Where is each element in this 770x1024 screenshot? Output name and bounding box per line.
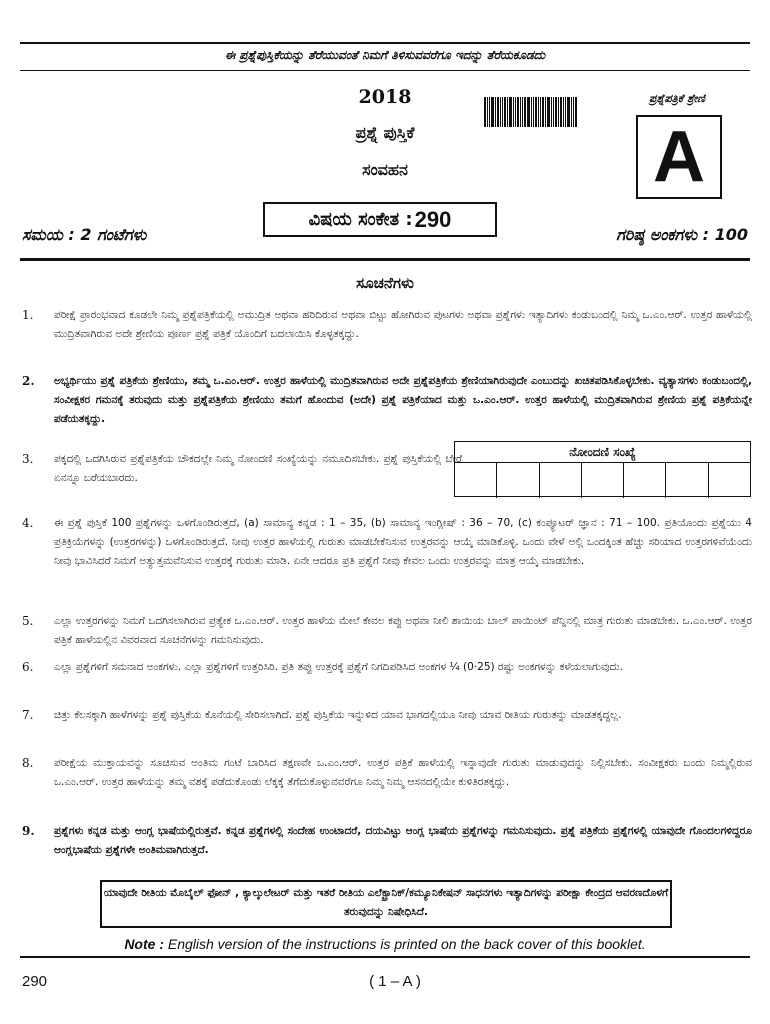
instruction-item [22,372,752,429]
instruction-text: ಚಿತ್ತು ಕೆಲಸಕ್ಕಾಗಿ ಹಾಳೆಗಳನ್ನು ಪ್ರಶ್ನೆ ಪುಸ್ತಿಕೆಯ ಕೊನೆಯಲ್ಲಿ ಸೇರಿಸಲಾಗಿದೆ. ಪ್ರಶ್ನೆ ಪುಸ್ತಿಕೆಯ ಇನ್ನುಳಿದ ಯಾವ ಭಾಗದಲ್ಲಿಯೂ ನೀವು ಯಾವ ರೀತಿಯ ಗುರುತನ್ನು ಮಾಡತಕ್ಕದ್ದಲ್ಲ. [54,709,622,721]
subject-name: ಸಂವಹನ [362,160,408,179]
instruction-number: 4. [22,516,34,530]
instruction-number: 1. [22,308,34,322]
registration-number-label: ನೋಂದಣಿ ಸಂಖ್ಯೆ [455,442,750,463]
instruction-item [22,450,462,488]
instruction-item [22,754,752,792]
footer-subject-code: 290 [22,973,48,990]
note-rule [20,956,750,958]
top-rule [20,42,750,44]
time-allowed: ಸಮಯ : 2 ಗಂಟೆಗಳು [22,225,147,244]
max-marks: ಗರಿಷ್ಠ ಅಂಕಗಳು : 100 [616,225,748,244]
series-letter: A [653,117,705,197]
registration-digit-cell[interactable] [540,463,582,498]
instruction-text: ಪ್ರಶ್ನೆಗಳು ಕನ್ನಡ ಮತ್ತು ಆಂಗ್ಲ ಭಾಷೆಯಲ್ಲಿರುತ್ತವೆ. ಕನ್ನಡ ಪ್ರಶ್ನೆಗಳಲ್ಲಿ ಸಂದೇಹ ಉಂಟಾದರೆ, ದಯವಿಟ್ಟು ಆಂಗ್ಲ ಭಾಷೆಯ ಪ್ರಶ್ನೆಗಳನ್ನು ಗಮನಿಸುವುದು. ಪ್ರಶ್ನೆ ಪತ್ರಿಕೆಯ ಪ್ರಶ್ನೆಗಳಲ್ಲಿ ಯಾವುದೇ ಗೊಂದಲಗಳಿದ್ದರೂ ಆಂಗ್ಲಭಾಷೆಯ ಪ್ರಶ್ನೆಗಳೇ ಅಂತಿಮವಾಗಿರುತ್ತದೆ. [54,825,752,856]
instruction-number: 2. [22,374,35,388]
instruction-number: 3. [22,452,34,466]
instruction-text: ಈ ಪ್ರಶ್ನೆ ಪುಸ್ತಿಕೆ 100 ಪ್ರಶ್ನೆಗಳನ್ನು ಒಳಗೊಂಡಿರುತ್ತದೆ, (a) ಸಾಮಾನ್ಯ ಕನ್ನಡ : 1 – 35, (b) ಸಾಮಾನ್ಯ ಇಂಗ್ಲೀಷ್ : 36 – 70, (c) ಕಂಪ್ಯೂಟರ್ ಜ್ಞಾನ : 71 – 100. ಪ್ರತಿಯೊಂದು ಪ್ರಶ್ನೆಯು 4 ಪ್ರತಿಕ್ರಿಯೆಗಳನ್ನು (ಉತ್ತರಗಳನ್ನು) ಒಳಗೊಂಡಿರುತ್ತದೆ. ನೀವು ಉತ್ತರ ಹಾಳೆಯಲ್ಲಿ ಗುರುತು ಮಾಡಬೇಕೆನಿಸುವ ಉತ್ತರವನ್ನು ಆಯ್ಕೆ ಮಾಡಿಕೊಳ್ಳಿ. ಒಂದು ವೇಳೆ ಅಲ್ಲಿ ಒಂದಕ್ಕಿಂತ ಹೆಚ್ಚು ಸರಿಯಾದ ಉತ್ತರಗಳಿವೆಯೆಂದು ನೀವು ಭಾವಿಸಿದರೆ ನಿಮಗೆ ಅತ್ಯುತ್ತಮವೆನಿಸುವ ಉತ್ತರಕ್ಕೆ ಗುರುತು ಮಾಡಿ. ಏನೇ ಆದರೂ ಪ್ರತಿ ಪ್ರಶ್ನೆಗೆ ನೀವು ಕೇವಲ ಒಂದು ಉತ್ತರವನ್ನು ಮಾತ್ರ ಆಯ್ಕೆ ಮಾಡಬೇಕು. [54,517,752,567]
subject-code-label: ವಿಷಯ ಸಂಕೇತ : [308,209,413,230]
instruction-item [22,822,752,860]
instruction-number: 5. [22,614,34,628]
series-label: ಪ್ರಶ್ನೆಪತ್ರಿಕೆ ಶ್ರೇಣಿ [649,92,705,105]
registration-digit-cell[interactable] [455,463,497,498]
booklet-title: ಪ್ರಶ್ನೆ ಪುಸ್ತಿಕೆ [355,123,415,142]
registration-digit-cell[interactable] [666,463,708,498]
barcode-image [484,97,588,127]
exam-year: 2018 [358,86,412,108]
registration-number-box [454,441,751,497]
instruction-text: ಪಕ್ಕದಲ್ಲಿ ಒದಗಿಸಿರುವ ಪ್ರಶ್ನೆಪತ್ರಿಕೆಯ ಚೌಕದಲ್ಲೇ ನಿಮ್ಮ ನೋಂದಣಿ ಸಂಖ್ಯೆಯನ್ನು ನಮೂದಿಸಬೇಕು. ಪ್ರಶ್ನೆ ಪುಸ್ತಿಕೆಯಲ್ಲಿ ಬೇರೆ ಏನನ್ನೂ ಬರೆಯಬಾರದು. [54,453,462,484]
instruction-text: ಎಲ್ಲಾ ಪ್ರಶ್ನೆಗಳಿಗೆ ಸಮನಾದ ಅಂಕಗಳು. ಎಲ್ಲಾ ಪ್ರಶ್ನೆಗಳಿಗೆ ಉತ್ತರಿಸಿರಿ. ಪ್ರತಿ ತಪ್ಪು ಉತ್ತರಕ್ಕೆ ಪ್ರಶ್ನೆಗೆ ನಿಗದಿಪಡಿಸಿದ ಅಂಕಗಳ ¼ (0·25) ರಷ್ಟು ಅಂಕಗಳನ್ನು ಕಳೆಯಲಾಗುವುದು. [54,661,623,673]
note-text: English version of the instructions is printed on the back cover of this booklet. [167,936,646,952]
registration-digit-cell[interactable] [709,463,750,498]
instruction-item [22,706,752,725]
note-label: Note : [124,936,164,952]
subject-code: 290 [414,206,452,232]
instruction-item [22,514,752,571]
instruction-text: ಅಭ್ಯರ್ಥಿಯು ಪ್ರಶ್ನೆ ಪತ್ರಿಕೆಯ ಶ್ರೇಣಿಯು, ತಮ್ಮ ಒ.ಎಂ.ಆರ್. ಉತ್ತರ ಹಾಳೆಯಲ್ಲಿ ಮುದ್ರಿತವಾಗಿರುವ ಅದೇ ಪ್ರಶ್ನೆಪತ್ರಿಕೆಯ ಶ್ರೇಣಿಯಾಗಿರುವುದೇ ಎಂಬುದನ್ನು ಖಚಿತಪಡಿಸಿಕೊಳ್ಳಬೇಕು. ವ್ಯತ್ಯಾಸಗಳು ಕಂಡುಬಂದಲ್ಲಿ, ಸಂವೀಕ್ಷಕರ ಗಮನಕ್ಕೆ ತರುವುದು ಮತ್ತು ಪ್ರಶ್ನೆಪತ್ರಿಕೆಯ ಶ್ರೇಣಿಯು ತಮಗೆ ಹೊಂದುವ (ಅದೇ) ಪ್ರಶ್ನೆ ಪತ್ರಿಕೆಯಾದ ಮತ್ತು ಒ.ಎಂ.ಆರ್. ಉತ್ತರ ಹಾಳೆಯಲ್ಲಿ ಮುದ್ರಿತವಾಗಿರುವ ಶ್ರೇಣಿಯ ಪ್ರಶ್ನೆ ಪತ್ರಿಕೆಯನ್ನೇ ಪಡೆಯತಕ್ಕದ್ದು. [54,375,752,425]
instruction-number: 6. [22,660,34,674]
registration-digit-cell[interactable] [624,463,666,498]
instruction-number: 7. [22,708,34,722]
banner-rule [20,70,750,71]
prohibition-notice: ಯಾವುದೇ ರೀತಿಯ ಮೊಬೈಲ್ ಫೋನ್ , ಕ್ಯಾಲ್ಕುಲೇಟರ್ ಮತ್ತು ಇತರೆ ರೀತಿಯ ಎಲೆಕ್ಟ್ರಾನಿಕ್/ಕಮ್ಯೂನಿಕೇಷನ್ ಸಾಧನಗಳು ಇತ್ಯಾದಿಗಳನ್ನು ಪರೀಕ್ಷಾ ಕೇಂದ್ರದ ಆವರಣದೊಳಗೆ ತರುವುದನ್ನು ನಿಷೇಧಿಸಿದೆ. [100,880,672,928]
banner-text: ಈ ಪ್ರಶ್ನೆಪುಸ್ತಿಕೆಯನ್ನು ತೆರೆಯುವಂತೆ ನಿಮಗೆ ತಿಳಿಸುವವರೆಗೂ ಇದನ್ನು ತೆರೆಯಕೂಡದು [224,48,546,62]
instruction-item [22,306,752,344]
instruction-item [22,658,752,677]
registration-digit-cell[interactable] [582,463,624,498]
instruction-text: ಪರೀಕ್ಷೆಯ ಮುಕ್ತಾಯವನ್ನು ಸೂಚಿಸುವ ಅಂತಿಮ ಗಂಟೆ ಬಾರಿಸಿದ ತಕ್ಷಣವೇ ಒ.ಎಂ.ಆರ್. ಉತ್ತರ ಪತ್ರಿಕೆ ಹಾಳೆಯಲ್ಲಿ ಇನ್ನಾವುದೇ ಗುರುತು ಮಾಡುವುದನ್ನು ನಿಲ್ಲಿಸಬೇಕು. ಸಂವೀಕ್ಷಕರು ಬಂದು ನಿಮ್ಮಲ್ಲಿರುವ ಒ.ಎಂ.ಆರ್. ಉತ್ತರ ಹಾಳೆಯನ್ನು ತಮ್ಮ ವಶಕ್ಕೆ ಪಡೆದುಕೊಂಡು ಲೆಕ್ಕಕ್ಕೆ ತೆಗೆದುಕೊಳ್ಳುವವರೆಗೂ ನಿಮ್ಮ ನಿಮ್ಮ ಆಸನದಲ್ಲಿಯೇ ಕುಳಿತಿರತಕ್ಕದ್ದು. [54,757,752,788]
instruction-text: ಪರೀಕ್ಷೆ ಪ್ರಾರಂಭವಾದ ಕೂಡಲೇ ನಿಮ್ಮ ಪ್ರಶ್ನೆಪತ್ರಿಕೆಯಲ್ಲಿ ಅಮುದ್ರಿತ ಅಥವಾ ಹರಿದಿರುವ ಅಥವಾ ಬಿಟ್ಟು ಹೋಗಿರುವ ಪುಟಗಳು ಅಥವಾ ಪ್ರಶ್ನೆಗಳು ಇತ್ಯಾದಿಗಳು ಕಂಡುಬಂದಲ್ಲಿ ನಿಮ್ಮ ಒ.ಎಂ.ಆರ್. ಉತ್ತರ ಹಾಳೆಯಲ್ಲಿ ಮುದ್ರಿತವಾಗಿರುವ ಅದೇ ಶ್ರೇಣಿಯ ಪೂರ್ಣ ಪ್ರಶ್ನೆ ಪತ್ರಿಕೆ ಯೊಂದಿಗೆ ಬದಲಾಯಿಸಿ ಕೊಳ್ಳತಕ್ಕದ್ದು. [54,309,752,340]
series-letter-box [636,115,722,199]
instruction-item [22,612,752,650]
instruction-number: 8. [22,756,34,770]
instructions-title: ಸೂಚನೆಗಳು [356,274,414,292]
english-version-note [20,936,750,952]
registration-digit-cell[interactable] [497,463,539,498]
instruction-number: 9. [22,824,35,838]
instruction-text: ಎಲ್ಲಾ ಉತ್ತರಗಳನ್ನು ನಿಮಗೆ ಒದಗಿಸಲಾಗಿರುವ ಪ್ರತ್ಯೇಕ ಒ.ಎಂ.ಆರ್. ಉತ್ತರ ಹಾಳೆಯ ಮೇಲೆ ಕೇವಲ ಕಪ್ಪು ಅಥವಾ ನೀಲಿ ಶಾಯಿಯ ಬಾಲ್ ಪಾಯಿಂಟ್ ಪೆನ್ನಿನಲ್ಲಿ ಮಾತ್ರ ಗುರುತು ಮಾಡಬೇಕು. ಒ.ಎಂ.ಆರ್. ಉತ್ತರ ಪತ್ರಿಕೆ ಹಾಳೆಯಲ್ಲಿನ ವಿವರವಾದ ಸೂಚನೆಗಳನ್ನು ಗಮನಿಸುವುದು. [54,615,752,646]
header-rule [20,258,750,261]
subject-code-box [263,202,497,237]
page-number: ( 1 – A ) [369,973,421,990]
